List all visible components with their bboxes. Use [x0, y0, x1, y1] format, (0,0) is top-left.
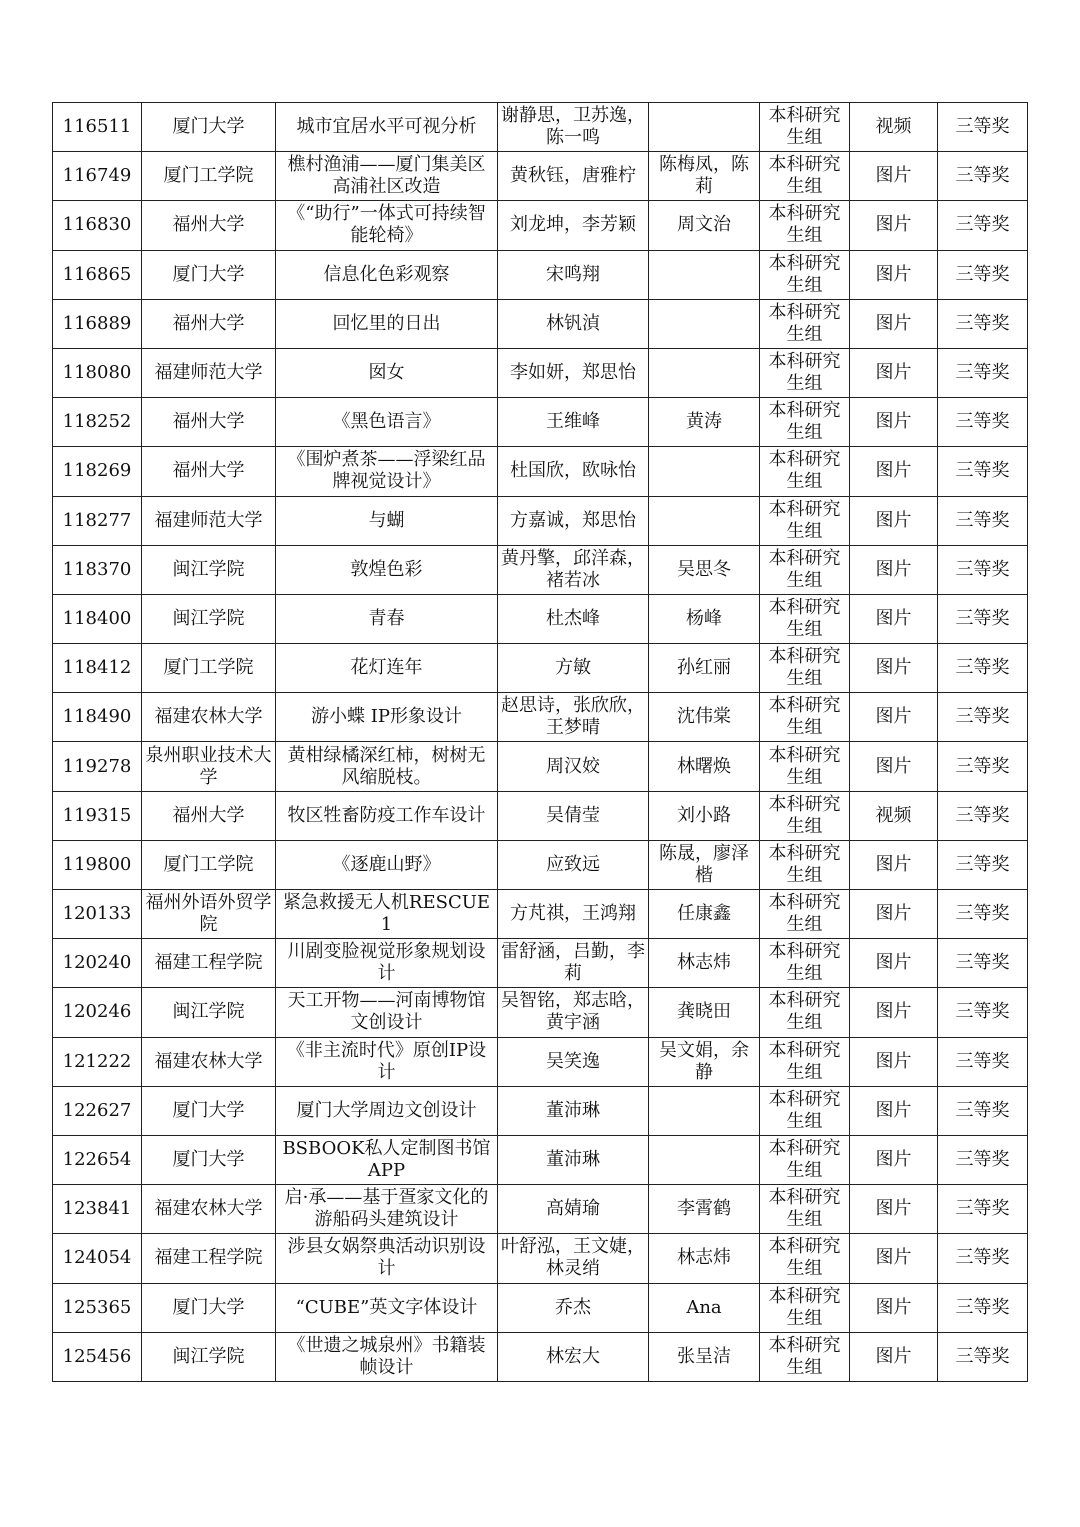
cell-media-type: 图片: [850, 496, 938, 545]
table-row: [53, 545, 1028, 594]
cell-advisor: [649, 1135, 760, 1184]
table-row: [53, 1234, 1028, 1283]
cell-group: 本科研究生组: [760, 939, 850, 988]
cell-media-type: 图片: [850, 1332, 938, 1381]
table-row: [53, 939, 1028, 988]
cell-advisor: 李霄鹤: [649, 1185, 760, 1234]
cell-group: 本科研究生组: [760, 201, 850, 250]
table-row: [53, 742, 1028, 791]
cell-entry-id: 118252: [53, 398, 142, 447]
table-row: [53, 250, 1028, 299]
cell-school: 福州大学: [142, 398, 276, 447]
cell-media-type: 图片: [850, 398, 938, 447]
cell-media-type: 图片: [850, 348, 938, 397]
cell-school: 厦门大学: [142, 250, 276, 299]
cell-authors: 董沛琳: [498, 1086, 649, 1135]
cell-group: 本科研究生组: [760, 1185, 850, 1234]
cell-school: 闽江学院: [142, 988, 276, 1037]
cell-group: 本科研究生组: [760, 545, 850, 594]
cell-school: 厦门工学院: [142, 644, 276, 693]
cell-authors: 高婧瑜: [498, 1185, 649, 1234]
cell-school: 福建农林大学: [142, 1037, 276, 1086]
cell-award: 三等奖: [938, 447, 1028, 496]
cell-advisor: [649, 103, 760, 152]
cell-work-title: 《世遗之城泉州》书籍装帧设计: [276, 1332, 498, 1381]
cell-group: 本科研究生组: [760, 791, 850, 840]
cell-media-type: 图片: [850, 1135, 938, 1184]
cell-media-type: 图片: [850, 644, 938, 693]
cell-work-title: 《非主流时代》原创IP设计: [276, 1037, 498, 1086]
cell-entry-id: 120240: [53, 939, 142, 988]
cell-group: 本科研究生组: [760, 1332, 850, 1381]
table-row: [53, 299, 1028, 348]
cell-award: 三等奖: [938, 594, 1028, 643]
cell-advisor: 陈梅凤，陈莉: [649, 152, 760, 201]
cell-media-type: 图片: [850, 1185, 938, 1234]
cell-award: 三等奖: [938, 1234, 1028, 1283]
cell-authors: 宋鸣翔: [498, 250, 649, 299]
cell-media-type: 图片: [850, 1283, 938, 1332]
table-row: [53, 348, 1028, 397]
cell-media-type: 图片: [850, 1086, 938, 1135]
cell-school: 厦门大学: [142, 1086, 276, 1135]
cell-award: 三等奖: [938, 939, 1028, 988]
cell-work-title: 《“助行”一体式可持续智能轮椅》: [276, 201, 498, 250]
cell-entry-id: 119315: [53, 791, 142, 840]
cell-group: 本科研究生组: [760, 1037, 850, 1086]
cell-school: 福州外语外贸学院: [142, 890, 276, 939]
cell-advisor: 杨峰: [649, 594, 760, 643]
cell-media-type: 图片: [850, 299, 938, 348]
cell-entry-id: 118277: [53, 496, 142, 545]
cell-group: 本科研究生组: [760, 152, 850, 201]
cell-advisor: [649, 447, 760, 496]
cell-group: 本科研究生组: [760, 1086, 850, 1135]
cell-entry-id: 125365: [53, 1283, 142, 1332]
cell-advisor: [649, 1086, 760, 1135]
cell-work-title: 《围炉煮茶——浮梁红品牌视觉设计》: [276, 447, 498, 496]
cell-media-type: 图片: [850, 447, 938, 496]
cell-school: 福建师范大学: [142, 496, 276, 545]
table-row: [53, 398, 1028, 447]
cell-advisor: 吴文娟，余静: [649, 1037, 760, 1086]
cell-award: 三等奖: [938, 1135, 1028, 1184]
cell-authors: 黄秋钰，唐雅柠: [498, 152, 649, 201]
cell-authors: 林宏大: [498, 1332, 649, 1381]
cell-authors: 方嘉诚，郑思怡: [498, 496, 649, 545]
cell-group: 本科研究生组: [760, 103, 850, 152]
cell-entry-id: 118400: [53, 594, 142, 643]
cell-work-title: 与蝴: [276, 496, 498, 545]
table-row: [53, 201, 1028, 250]
cell-group: 本科研究生组: [760, 644, 850, 693]
table-row: [53, 890, 1028, 939]
cell-work-title: BSBOOK私人定制图书馆APP: [276, 1135, 498, 1184]
table-row: [53, 1185, 1028, 1234]
cell-authors: 吴笑逸: [498, 1037, 649, 1086]
cell-award: 三等奖: [938, 742, 1028, 791]
cell-authors: 乔杰: [498, 1283, 649, 1332]
cell-entry-id: 119800: [53, 840, 142, 889]
cell-media-type: 图片: [850, 1234, 938, 1283]
cell-work-title: 天工开物——河南博物馆文创设计: [276, 988, 498, 1037]
cell-school: 闽江学院: [142, 1332, 276, 1381]
cell-work-title: 信息化色彩观察: [276, 250, 498, 299]
cell-award: 三等奖: [938, 250, 1028, 299]
cell-authors: 吴智铭，郑志晗，黄宇涵: [498, 988, 649, 1037]
cell-advisor: 孙红丽: [649, 644, 760, 693]
cell-work-title: 牧区牲畜防疫工作车设计: [276, 791, 498, 840]
cell-group: 本科研究生组: [760, 299, 850, 348]
cell-group: 本科研究生组: [760, 348, 850, 397]
table-row: [53, 447, 1028, 496]
cell-group: 本科研究生组: [760, 496, 850, 545]
cell-advisor: 周文治: [649, 201, 760, 250]
cell-group: 本科研究生组: [760, 1234, 850, 1283]
cell-award: 三等奖: [938, 152, 1028, 201]
table-row: [53, 644, 1028, 693]
cell-media-type: 图片: [850, 1037, 938, 1086]
cell-work-title: 紧急救援无人机RESCUE1: [276, 890, 498, 939]
cell-advisor: 沈伟棠: [649, 693, 760, 742]
cell-school: 厦门工学院: [142, 152, 276, 201]
cell-authors: 谢静思，卫苏逸，陈一鸣: [498, 103, 649, 152]
cell-advisor: 吴思冬: [649, 545, 760, 594]
cell-advisor: [649, 250, 760, 299]
cell-media-type: 图片: [850, 840, 938, 889]
cell-work-title: 启·承——基于疍家文化的游船码头建筑设计: [276, 1185, 498, 1234]
cell-work-title: 青春: [276, 594, 498, 643]
cell-work-title: 《逐鹿山野》: [276, 840, 498, 889]
cell-school: 福建师范大学: [142, 348, 276, 397]
cell-award: 三等奖: [938, 348, 1028, 397]
cell-advisor: 林志炜: [649, 1234, 760, 1283]
cell-award: 三等奖: [938, 693, 1028, 742]
cell-group: 本科研究生组: [760, 1135, 850, 1184]
cell-advisor: 刘小路: [649, 791, 760, 840]
cell-school: 厦门工学院: [142, 840, 276, 889]
cell-authors: 方芃祺，王鸿翔: [498, 890, 649, 939]
cell-entry-id: 120246: [53, 988, 142, 1037]
cell-group: 本科研究生组: [760, 1283, 850, 1332]
cell-work-title: “CUBE”英文字体设计: [276, 1283, 498, 1332]
table-row: [53, 152, 1028, 201]
cell-advisor: [649, 348, 760, 397]
table-row: [53, 1086, 1028, 1135]
cell-award: 三等奖: [938, 1037, 1028, 1086]
cell-advisor: [649, 299, 760, 348]
cell-entry-id: 118269: [53, 447, 142, 496]
cell-entry-id: 122627: [53, 1086, 142, 1135]
cell-award: 三等奖: [938, 496, 1028, 545]
cell-media-type: 视频: [850, 791, 938, 840]
cell-work-title: 川剧变脸视觉形象规划设计: [276, 939, 498, 988]
cell-entry-id: 118490: [53, 693, 142, 742]
cell-media-type: 图片: [850, 988, 938, 1037]
cell-media-type: 视频: [850, 103, 938, 152]
results-table: [52, 102, 1028, 1382]
table-row: [53, 1332, 1028, 1381]
cell-work-title: 囡女: [276, 348, 498, 397]
table-row: [53, 693, 1028, 742]
cell-authors: 杜国欣，欧咏怡: [498, 447, 649, 496]
table-row: [53, 988, 1028, 1037]
cell-award: 三等奖: [938, 791, 1028, 840]
cell-entry-id: 121222: [53, 1037, 142, 1086]
cell-award: 三等奖: [938, 1283, 1028, 1332]
cell-entry-id: 116830: [53, 201, 142, 250]
cell-entry-id: 124054: [53, 1234, 142, 1283]
cell-school: 泉州职业技术大学: [142, 742, 276, 791]
table-row: [53, 1135, 1028, 1184]
cell-media-type: 图片: [850, 250, 938, 299]
cell-group: 本科研究生组: [760, 840, 850, 889]
cell-media-type: 图片: [850, 594, 938, 643]
cell-work-title: 城市宜居水平可视分析: [276, 103, 498, 152]
cell-work-title: 敦煌色彩: [276, 545, 498, 594]
cell-media-type: 图片: [850, 742, 938, 791]
cell-award: 三等奖: [938, 890, 1028, 939]
cell-media-type: 图片: [850, 152, 938, 201]
cell-group: 本科研究生组: [760, 594, 850, 643]
cell-authors: 王维峰: [498, 398, 649, 447]
cell-entry-id: 119278: [53, 742, 142, 791]
cell-media-type: 图片: [850, 545, 938, 594]
cell-media-type: 图片: [850, 890, 938, 939]
table-row: [53, 594, 1028, 643]
cell-award: 三等奖: [938, 1086, 1028, 1135]
table-row: [53, 1283, 1028, 1332]
cell-authors: 杜杰峰: [498, 594, 649, 643]
cell-entry-id: 123841: [53, 1185, 142, 1234]
cell-advisor: 黄涛: [649, 398, 760, 447]
cell-authors: 董沛琳: [498, 1135, 649, 1184]
cell-award: 三等奖: [938, 644, 1028, 693]
cell-school: 厦门大学: [142, 1283, 276, 1332]
cell-group: 本科研究生组: [760, 742, 850, 791]
cell-award: 三等奖: [938, 103, 1028, 152]
cell-advisor: 张呈洁: [649, 1332, 760, 1381]
cell-entry-id: 116889: [53, 299, 142, 348]
cell-work-title: 涉县女娲祭典活动识别设计: [276, 1234, 498, 1283]
cell-award: 三等奖: [938, 840, 1028, 889]
cell-entry-id: 122654: [53, 1135, 142, 1184]
cell-award: 三等奖: [938, 398, 1028, 447]
cell-school: 闽江学院: [142, 594, 276, 643]
cell-authors: 应致远: [498, 840, 649, 889]
cell-authors: 方敏: [498, 644, 649, 693]
cell-entry-id: 118370: [53, 545, 142, 594]
cell-advisor: 龚晓田: [649, 988, 760, 1037]
cell-school: 福州大学: [142, 791, 276, 840]
cell-group: 本科研究生组: [760, 988, 850, 1037]
cell-school: 闽江学院: [142, 545, 276, 594]
cell-work-title: 樵村渔浦——厦门集美区高浦社区改造: [276, 152, 498, 201]
cell-group: 本科研究生组: [760, 398, 850, 447]
cell-work-title: 《黑色语言》: [276, 398, 498, 447]
cell-entry-id: 118080: [53, 348, 142, 397]
cell-school: 福建农林大学: [142, 693, 276, 742]
cell-award: 三等奖: [938, 545, 1028, 594]
cell-award: 三等奖: [938, 201, 1028, 250]
cell-advisor: 任康鑫: [649, 890, 760, 939]
cell-media-type: 图片: [850, 939, 938, 988]
cell-school: 福州大学: [142, 447, 276, 496]
cell-media-type: 图片: [850, 693, 938, 742]
cell-award: 三等奖: [938, 1185, 1028, 1234]
cell-group: 本科研究生组: [760, 250, 850, 299]
table-row: [53, 103, 1028, 152]
cell-advisor: 陈晟，廖泽楷: [649, 840, 760, 889]
cell-work-title: 黄柑绿橘深红柿，树树无风缩脱枝。: [276, 742, 498, 791]
cell-award: 三等奖: [938, 299, 1028, 348]
cell-advisor: Ana: [649, 1283, 760, 1332]
cell-work-title: 回忆里的日出: [276, 299, 498, 348]
cell-entry-id: 116511: [53, 103, 142, 152]
cell-authors: 雷舒涵，吕勤，李莉: [498, 939, 649, 988]
cell-entry-id: 125456: [53, 1332, 142, 1381]
cell-work-title: 游小蝶 IP形象设计: [276, 693, 498, 742]
table-row: [53, 496, 1028, 545]
cell-entry-id: 116865: [53, 250, 142, 299]
cell-advisor: 林曙焕: [649, 742, 760, 791]
cell-award: 三等奖: [938, 1332, 1028, 1381]
cell-advisor: 林志炜: [649, 939, 760, 988]
table-row: [53, 840, 1028, 889]
cell-school: 福州大学: [142, 299, 276, 348]
cell-authors: 刘龙坤，李芳颖: [498, 201, 649, 250]
cell-school: 福州大学: [142, 201, 276, 250]
cell-authors: 吴倩莹: [498, 791, 649, 840]
cell-award: 三等奖: [938, 988, 1028, 1037]
cell-group: 本科研究生组: [760, 693, 850, 742]
cell-entry-id: 118412: [53, 644, 142, 693]
cell-school: 福建工程学院: [142, 939, 276, 988]
cell-authors: 李如妍，郑思怡: [498, 348, 649, 397]
cell-group: 本科研究生组: [760, 447, 850, 496]
cell-authors: 林钒湞: [498, 299, 649, 348]
cell-authors: 周汉姣: [498, 742, 649, 791]
cell-authors: 赵思诗，张欣欣，王梦晴: [498, 693, 649, 742]
cell-school: 福建工程学院: [142, 1234, 276, 1283]
cell-authors: 黄丹擎，邱洋森，褚若冰: [498, 545, 649, 594]
table-row: [53, 1037, 1028, 1086]
cell-school: 福建农林大学: [142, 1185, 276, 1234]
cell-entry-id: 116749: [53, 152, 142, 201]
cell-work-title: 厦门大学周边文创设计: [276, 1086, 498, 1135]
cell-media-type: 图片: [850, 201, 938, 250]
table-row: [53, 791, 1028, 840]
cell-advisor: [649, 496, 760, 545]
cell-school: 厦门大学: [142, 103, 276, 152]
cell-group: 本科研究生组: [760, 890, 850, 939]
cell-authors: 叶舒泓，王文婕，林灵绡: [498, 1234, 649, 1283]
cell-entry-id: 120133: [53, 890, 142, 939]
cell-school: 厦门大学: [142, 1135, 276, 1184]
cell-work-title: 花灯连年: [276, 644, 498, 693]
